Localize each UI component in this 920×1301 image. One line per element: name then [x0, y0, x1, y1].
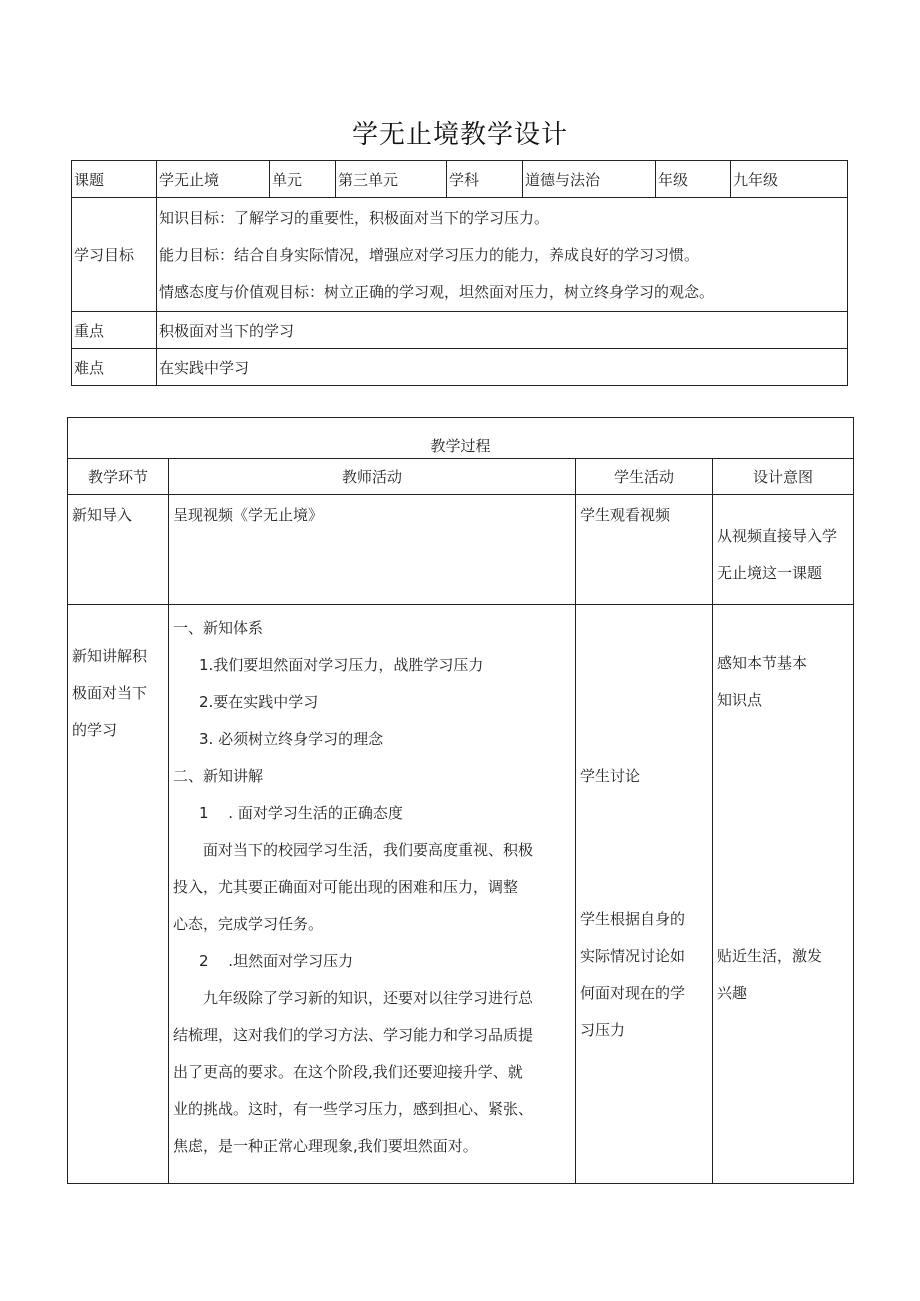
goals-content — [157, 198, 848, 312]
intro-intent-cell — [713, 495, 854, 605]
header-intent: 设计意图 — [713, 459, 854, 495]
teacher-line: 2 .坦然面对学习压力 — [199, 952, 354, 970]
lecture-stage-line: 极面对当下 — [72, 684, 148, 702]
teacher-line: 投入，尤其要正确面对可能出现的困难和压力，调整 — [173, 878, 519, 896]
process-header-row — [68, 459, 854, 495]
goal-values: 情感态度与价值观目标：树立正确的学习观，坦然面对压力，树立终身学习的观念。 — [159, 283, 715, 301]
teacher-line: 心态，完成学习任务。 — [173, 915, 324, 933]
intro-stage: 新知导入 — [72, 506, 133, 524]
teaching-process-table — [67, 417, 854, 1184]
teacher-line: 2.要在实践中学习 — [199, 693, 319, 711]
intro-intent-line: 无止境这一课题 — [717, 564, 823, 582]
teacher-line: 九年级除了学习新的知识，还要对以往学习进行总 — [203, 989, 534, 1007]
difficulty-value: 在实践中学习 — [157, 349, 848, 386]
key-value: 积极面对当下的学习 — [157, 312, 848, 349]
student-discuss: 学生讨论 — [580, 767, 641, 785]
course-label: 课题 — [72, 161, 157, 198]
subject-label: 学科 — [447, 161, 523, 198]
intro-teacher-activity: 呈现视频《学无止境》 — [173, 506, 324, 524]
intro-student-activity: 学生观看视频 — [580, 506, 671, 524]
lesson-info-table — [71, 160, 848, 386]
header-student: 学生活动 — [576, 459, 713, 495]
goal-ability: 能力目标：结合自身实际情况，增强应对学习压力的能力，养成良好的学习习惯。 — [159, 246, 700, 264]
teacher-line: 出了更高的要求。在这个阶段,我们还要迎接升学、就 — [173, 1063, 523, 1081]
intro-teacher-cell — [169, 495, 576, 605]
header-stage: 教学环节 — [68, 459, 169, 495]
unit-value: 第三单元 — [336, 161, 447, 198]
student-line: 学生根据自身的 — [580, 910, 686, 928]
intro-stage-cell — [68, 495, 169, 605]
unit-label: 单元 — [270, 161, 336, 198]
course-value: 学无止境 — [157, 161, 270, 198]
intro-student-cell — [576, 495, 713, 605]
teacher-line: 一、新知体系 — [173, 619, 264, 637]
difficulty-label: 难点 — [72, 349, 157, 386]
lecture-intent-cell — [713, 605, 854, 1184]
grade-value: 九年级 — [731, 161, 848, 198]
process-row-lecture — [68, 605, 854, 1184]
grade-label: 年级 — [656, 161, 731, 198]
intent-line: 知识点 — [717, 691, 763, 709]
info-row-key — [72, 312, 848, 349]
goals-label: 学习目标 — [72, 198, 157, 312]
student-line: 习压力 — [580, 1021, 626, 1039]
process-title: 教学过程 — [68, 418, 854, 459]
intent-line: 贴近生活，激发 — [717, 947, 823, 965]
intent-line: 兴趣 — [717, 984, 748, 1002]
subject-value: 道德与法治 — [523, 161, 656, 198]
info-row-difficulty — [72, 349, 848, 386]
info-row-basic — [72, 161, 848, 198]
lecture-stage-line: 的学习 — [72, 721, 118, 739]
key-label: 重点 — [72, 312, 157, 349]
header-teacher: 教师活动 — [169, 459, 576, 495]
intro-intent-line: 从视频直接导入学 — [717, 527, 838, 545]
lecture-stage-cell — [68, 605, 169, 1184]
teacher-line: 1.我们要坦然面对学习压力，战胜学习压力 — [199, 656, 484, 674]
teacher-line: 二、新知讲解 — [173, 767, 264, 785]
process-title-row — [68, 418, 854, 459]
lecture-student-cell — [576, 605, 713, 1184]
lecture-teacher-cell — [169, 605, 576, 1184]
student-line: 实际情况讨论如 — [580, 947, 686, 965]
goal-knowledge: 知识目标：了解学习的重要性，积极面对当下的学习压力。 — [159, 209, 550, 227]
student-line: 何面对现在的学 — [580, 984, 686, 1002]
teacher-line: 焦虑，是一种正常心理现象,我们要坦然面对。 — [173, 1137, 478, 1155]
lecture-stage-line: 新知讲解积 — [72, 647, 148, 665]
teacher-line: 3. 必须树立终身学习的理念 — [199, 730, 384, 748]
info-row-goals — [72, 198, 848, 312]
intent-line: 感知本节基本 — [717, 654, 808, 672]
teacher-line: 业的挑战。这时，有一些学习压力，感到担心、紧张、 — [173, 1100, 534, 1118]
page-title: 学无止境教学设计 — [351, 120, 568, 150]
teacher-line: 结梳理，这对我们的学习方法、学习能力和学习品质提 — [173, 1026, 534, 1044]
teacher-line: 面对当下的校园学习生活，我们要高度重视、积极 — [203, 841, 534, 859]
process-row-intro — [68, 495, 854, 605]
teacher-line: 1 . 面对学习生活的正确态度 — [199, 804, 403, 822]
